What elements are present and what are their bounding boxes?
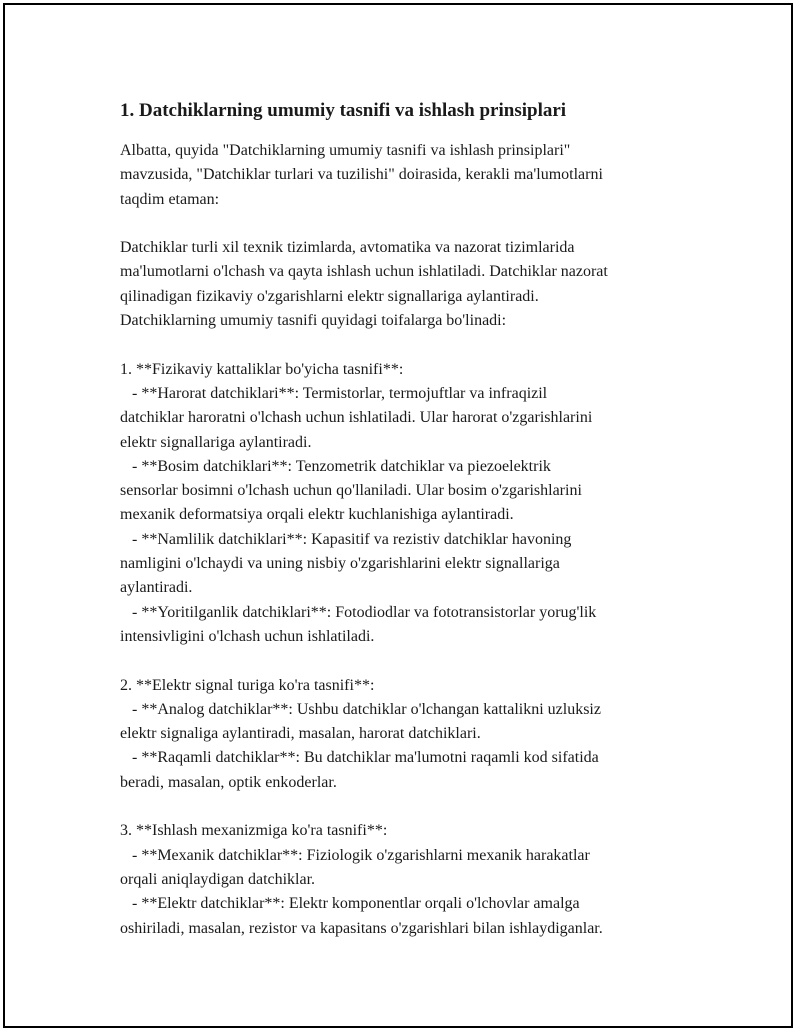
document-page <box>3 3 793 1028</box>
intro-paragraph: Albatta, quyida "Datchiklarning umumiy tasnifi va ishlash prinsiplari" mavzusida, "Datchiklar turlari va tuzilishi" doirasida, kerakli ma'lumotlarni taqdim etaman: <box>120 142 603 208</box>
section-signal-type: 2. **Elektr signal turiga ko'ra tasnifi**: - **Analog datchiklar**: Ushbu datchiklar o'lchangan kattalikni uzluksiz elektr signaliga aylantiradi, masalan, harorat datchiklari. - **Raqamli datchiklar**: Bu datchiklar ma'lumotni raqamli kod sifatida beradi, masalan, optik enkoderlar. <box>120 676 601 791</box>
overview-paragraph: Datchiklar turli xil texnik tizimlarda, avtomatika va nazorat tizimlarida ma'lumotlarni o'lchash va qayta ishlash uchun ishlatiladi. Datchiklar nazorat qilinadigan fizikaviy o'zgarishlarni elektr signallariga aylantiradi. Datchiklarning umumiy tasnifi quyidagi toifalarga bo'linadi: <box>120 239 608 330</box>
document-content <box>120 97 700 965</box>
document-title: 1. Datchiklarning umumiy tasnifi va ishlash prinsiplari <box>120 100 567 121</box>
section-working-mechanism: 3. **Ishlash mexanizmiga ko'ra tasnifi**: - **Mexanik datchiklar**: Fiziologik o'zgarishlarni mexanik harakatlar orqali aniqlaydigan datchiklar. - **Elektr datchiklar**: Elektr komponentlar orqali o'lchovlar amalga oshiriladi, masalan, rezistor va kapasitans o'zgarishlari bilan ishlaydiganlar. <box>120 822 603 937</box>
section-physical-quantities: 1. **Fizikaviy kattaliklar bo'yicha tasnifi**: - **Harorat datchiklari**: Termistorlar, termojuftlar va infraqizil datchiklar haroratni o'lchash uchun ishlatiladi. Ular harorat o'zgarishlarini elektr signallariga aylantiradi. - **Bosim datchiklari**: Tenzometrik datchiklar va piezoelektrik sensorlar bosimni o'lchash uchun qo'llaniladi. Ular bosim o'zgarishlarini mexanik deformatsiya orqali elektr kuchlanishiga aylantiradi. - **Namlilik datchiklari**: Kapasitif va rezistiv datchiklar havoning namligini o'lchaydi va uning nisbiy o'zgarishlarini elektr signallariga aylantiradi. - **Yoritilganlik datchiklari**: Fotodiodlar va fototransistorlar yorug'lik intensivligini o'lchash uchun ishlatiladi. <box>120 360 597 645</box>
